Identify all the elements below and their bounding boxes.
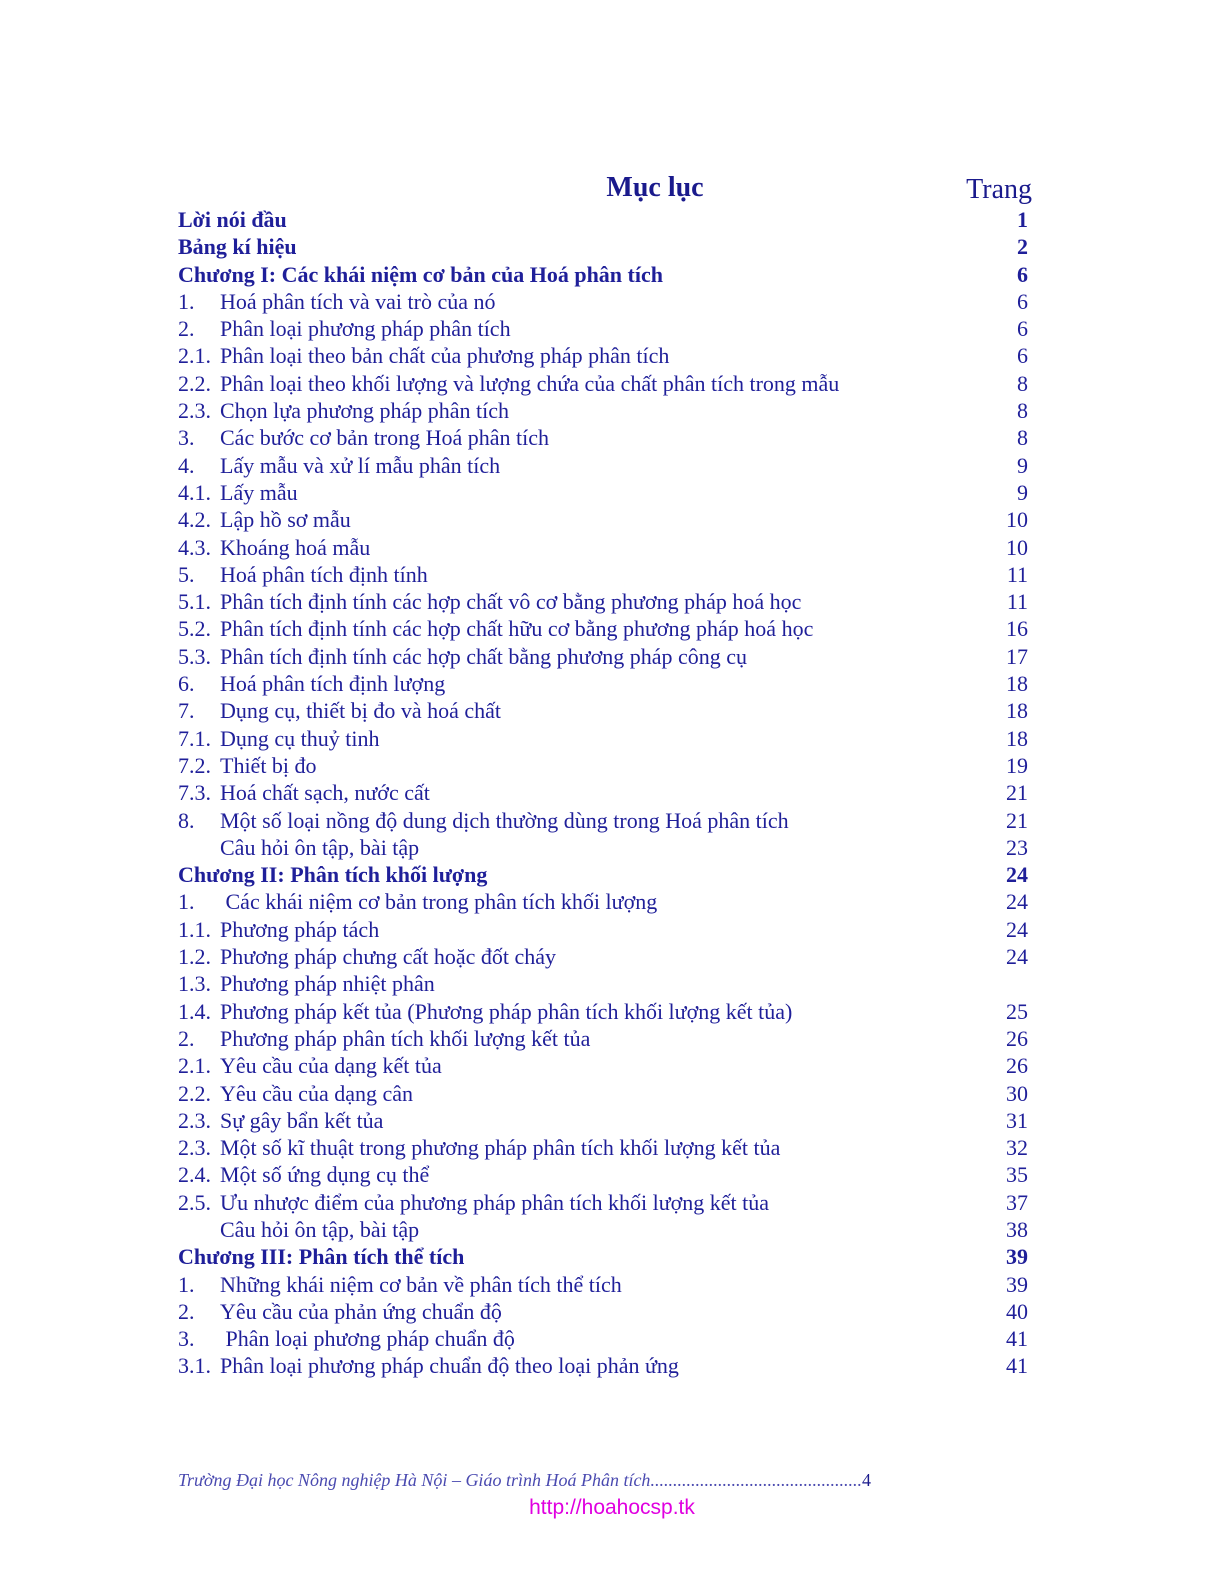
toc-entry-text: Hoá phân tích định lượng: [220, 671, 446, 697]
toc-entry-number: 7.3.: [178, 780, 211, 806]
toc-entry-page: 6: [1017, 316, 1028, 342]
footer-leader: ...............................................: [650, 1470, 862, 1490]
toc-entry[interactable]: [178, 1080, 1028, 1107]
toc-entry-label: [178, 397, 509, 424]
toc-entry-label: [178, 752, 317, 779]
toc-entry-text: Các bước cơ bản trong Hoá phân tích: [220, 425, 550, 451]
toc-entry[interactable]: [178, 1134, 1028, 1161]
toc-entry-number: 2.5.: [178, 1189, 211, 1215]
toc-entry-page: 19: [1006, 752, 1028, 778]
toc-entry-page: 41: [1006, 1326, 1028, 1352]
toc-entry-text: Dụng cụ thuỷ tinh: [220, 725, 380, 751]
toc-entry[interactable]: [178, 670, 1028, 697]
toc-entry-number: 6.: [178, 671, 195, 697]
toc-entry-text: Phân tích định tính các hợp chất hữu cơ bằng phương pháp hoá học: [220, 616, 814, 642]
toc-entry[interactable]: [178, 888, 1028, 915]
toc-entry-text: Lấy mẫu: [220, 479, 298, 505]
footer-text: Trường Đại học Nông nghiệp Hà Nội – Giáo trình Hoá Phân tích: [178, 1470, 651, 1490]
toc-entry-page: 21: [1006, 807, 1028, 833]
toc-entry-page: 23: [1006, 834, 1028, 860]
toc-entry-label: [178, 670, 445, 697]
toc-entry-text: Chương II: Phân tích khối lượng: [178, 862, 488, 888]
page-column-label: Trang: [966, 174, 1032, 205]
toc-entry-text: Yêu cầu của dạng cân: [220, 1080, 414, 1106]
toc-entry-page: 1: [1017, 207, 1028, 232]
toc-entry-text: Phương pháp nhiệt phân: [220, 971, 435, 997]
toc-entry-text: Phân loại phương pháp chuẩn độ: [220, 1326, 515, 1352]
toc-entry-text: Hoá chất sạch, nước cất: [220, 780, 430, 806]
toc-entry[interactable]: [178, 1161, 1028, 1188]
toc-entry-text: Phương pháp kết tủa (Phương pháp phân tích khối lượng kết tủa): [220, 998, 793, 1024]
toc-entry-label: [178, 998, 792, 1025]
toc-entry-page: 24: [1006, 944, 1028, 970]
toc-entry-text: Khoáng hoá mẫu: [220, 534, 371, 560]
toc-entry-label: [178, 615, 813, 642]
toc-entry[interactable]: [178, 725, 1028, 752]
footer: [178, 1470, 998, 1491]
toc-entry-label: [178, 561, 428, 588]
site-link[interactable]: http://hoahocsp.tk: [529, 1496, 695, 1519]
toc-entry-text: Phương pháp tách: [220, 916, 380, 942]
toc-entry[interactable]: [178, 288, 1028, 315]
toc-entry-label: [178, 1161, 429, 1188]
toc-entry-label: [178, 1243, 464, 1270]
toc-entry-text: Một số kĩ thuật trong phương pháp phân tích khối lượng kết tủa: [220, 1135, 781, 1161]
toc-entry-text: Phân tích định tính các hợp chất bằng phương pháp công cụ: [220, 643, 748, 669]
toc-entry[interactable]: [178, 588, 1028, 615]
toc-entry[interactable]: [178, 561, 1028, 588]
toc-entry-page: 2: [1017, 234, 1028, 260]
toc-entry-label: [178, 1216, 419, 1243]
toc-entry-number: 7.1.: [178, 725, 211, 751]
toc-entry-label: [178, 424, 549, 451]
toc-entry-page: 35: [1006, 1162, 1028, 1188]
toc-entry-page: 38: [1006, 1216, 1028, 1242]
toc-entry-number: 2.2.: [178, 370, 211, 396]
toc-entry[interactable]: [178, 834, 1028, 861]
toc-entry-text: Phương pháp chưng cất hoặc đốt cháy: [220, 944, 557, 970]
toc-entry-text: Các khái niệm cơ bản trong phân tích khối lượng: [220, 889, 658, 915]
toc-entry-page: 10: [1006, 534, 1028, 560]
toc-entry-label: [178, 861, 487, 888]
toc-entry-label: [178, 1025, 590, 1052]
toc-entry-page: 41: [1006, 1353, 1028, 1379]
toc-entry[interactable]: [178, 970, 1028, 997]
toc-entry-number: 2.3.: [178, 1107, 211, 1133]
toc-entry-number: 8.: [178, 807, 195, 833]
toc-entry-text: Những khái niệm cơ bản về phân tích thể tích: [220, 1271, 622, 1297]
toc-entry[interactable]: [178, 1189, 1028, 1216]
toc-entry[interactable]: [178, 1052, 1028, 1079]
toc-entry-text: Câu hỏi ôn tập, bài tập: [220, 1216, 420, 1242]
toc-entry[interactable]: [178, 943, 1028, 970]
toc-entry[interactable]: [178, 1216, 1028, 1243]
toc-entry-text: Lập hồ sơ mẫu: [220, 507, 351, 533]
toc-entry-text: Chọn lựa phương pháp phân tích: [220, 398, 510, 424]
toc-entry[interactable]: [178, 506, 1028, 533]
toc-entry-label: [178, 342, 669, 369]
toc-entry-text: Lấy mẫu và xử lí mẫu phân tích: [220, 452, 501, 478]
toc-entry[interactable]: [178, 779, 1028, 806]
toc-entry[interactable]: [178, 643, 1028, 670]
toc-entry[interactable]: [178, 1271, 1028, 1298]
toc-entry-label: [178, 697, 501, 724]
toc-entry-number: 1.3.: [178, 971, 211, 997]
toc-entry[interactable]: [178, 452, 1028, 479]
toc-entry-page: 8: [1017, 398, 1028, 424]
toc-entry-number: 5.3.: [178, 643, 211, 669]
toc-entry-number: 2.1.: [178, 1053, 211, 1079]
toc-entry-number: 1.: [178, 889, 195, 915]
toc-entry-label: [178, 1298, 502, 1325]
toc-entry-page: 31: [1006, 1107, 1028, 1133]
toc-entry-page: 17: [1006, 643, 1028, 669]
toc-entry-number: 4.3.: [178, 534, 211, 560]
toc-entry-text: Phương pháp phân tích khối lượng kết tủa: [220, 1025, 591, 1051]
toc-entry[interactable]: [178, 1243, 1028, 1270]
toc-entry-number: 3.: [178, 425, 195, 451]
toc-entry-number: 5.: [178, 561, 195, 587]
toc-entry-label: [178, 807, 789, 834]
toc-entry-label: [178, 370, 839, 397]
toc-entry-page: 21: [1006, 780, 1028, 806]
toc-entry-text: Câu hỏi ôn tập, bài tập: [220, 834, 420, 860]
toc-entry-number: 2.1.: [178, 343, 211, 369]
toc-entry-text: Thiết bị đo: [220, 752, 317, 778]
toc-entry-label: [178, 288, 496, 315]
toc-entry-text: Một số loại nồng độ dung dịch thường dùng trong Hoá phân tích: [220, 807, 789, 833]
toc-entry-label: [178, 1080, 413, 1107]
toc-entry[interactable]: [178, 998, 1028, 1025]
toc-entry-text: Một số ứng dụng cụ thể: [220, 1162, 430, 1188]
toc-entry-number: 2.: [178, 1025, 195, 1051]
toc-entry-page: 6: [1017, 343, 1028, 369]
toc-entry-label: [178, 479, 298, 506]
toc-entry-text: Yêu cầu của phản ứng chuẩn độ: [220, 1298, 502, 1324]
toc-entry-number: 1.4.: [178, 998, 211, 1024]
toc-entry[interactable]: [178, 1325, 1028, 1352]
toc-entry-number: 7.2.: [178, 752, 211, 778]
toc-entry-number: 5.1.: [178, 589, 211, 615]
toc-entry-label: [178, 834, 419, 861]
toc-entry-label: [178, 1189, 769, 1216]
toc-entry[interactable]: [178, 697, 1028, 724]
toc-entry-page: 37: [1006, 1189, 1028, 1215]
toc-entry[interactable]: [178, 424, 1028, 451]
toc-entry-page: 24: [1006, 889, 1028, 915]
toc-entry-label: [178, 970, 435, 997]
toc-entry-text: Phân tích định tính các hợp chất vô cơ bằng phương pháp hoá học: [220, 589, 802, 615]
toc-entry-number: 1.2.: [178, 944, 211, 970]
toc-entry-label: [178, 779, 430, 806]
toc-entry-label: [178, 1325, 515, 1352]
toc-entry-label: [178, 261, 663, 288]
toc-entry-page: 10: [1006, 507, 1028, 533]
toc-entry-text: Bảng kí hiệu: [178, 234, 297, 260]
toc-entry-label: [178, 916, 379, 943]
toc-entry-text: Dụng cụ, thiết bị đo và hoá chất: [220, 698, 502, 724]
toc-entry-label: [178, 888, 657, 915]
toc-entry[interactable]: [178, 233, 1028, 260]
toc-entry-label: [178, 1052, 442, 1079]
toc-entry-page: 18: [1006, 698, 1028, 724]
toc-entry[interactable]: [178, 916, 1028, 943]
toc-entry-page: 32: [1006, 1135, 1028, 1161]
page-title: Mục lục: [606, 172, 704, 203]
toc-entry-page: 18: [1006, 725, 1028, 751]
toc-entry-number: 2.: [178, 1298, 195, 1324]
toc-entry-number: 1.1.: [178, 916, 211, 942]
toc-entry-text: Phân loại phương pháp phân tích: [220, 316, 511, 342]
toc-entry-page: 39: [1006, 1271, 1028, 1297]
toc-entry-page: 9: [1017, 479, 1028, 505]
toc-entry-page: 11: [1006, 561, 1028, 587]
toc-entry-label: [178, 943, 556, 970]
toc-entry-label: [178, 643, 747, 670]
toc-entry-page: 11: [1006, 589, 1028, 615]
toc-entry-number: 2.3.: [178, 398, 211, 424]
toc-entry-label: [178, 725, 380, 752]
footer-page-number: 4: [861, 1470, 871, 1490]
toc-entry-page: 39: [1006, 1244, 1028, 1270]
toc-entry-label: [178, 1271, 622, 1298]
toc-entry-page: 16: [1006, 616, 1028, 642]
toc-entry-page: 8: [1017, 370, 1028, 396]
toc-entry-number: 5.2.: [178, 616, 211, 642]
toc-entry[interactable]: [178, 861, 1028, 888]
toc-entry-number: 7.: [178, 698, 195, 724]
toc-entry-page: 9: [1017, 452, 1028, 478]
toc-entry[interactable]: [178, 807, 1028, 834]
toc-entry[interactable]: [178, 261, 1028, 288]
toc-entry-label: [178, 534, 370, 561]
toc-entry[interactable]: [178, 370, 1028, 397]
toc-entry[interactable]: [178, 1025, 1028, 1052]
toc-entry[interactable]: [178, 1352, 1028, 1379]
toc-entry-number: 2.2.: [178, 1080, 211, 1106]
table-of-contents: [178, 206, 1028, 1380]
toc-entry-page: 25: [1006, 998, 1028, 1024]
toc-entry-text: Yêu cầu của dạng kết tủa: [220, 1053, 442, 1079]
toc-entry-page: 8: [1017, 425, 1028, 451]
toc-entry[interactable]: [178, 534, 1028, 561]
toc-entry[interactable]: [178, 479, 1028, 506]
toc-entry-label: [178, 452, 500, 479]
toc-entry-text: Lời nói đầu: [178, 207, 287, 232]
toc-entry-page: 18: [1006, 671, 1028, 697]
toc-entry-text: Chương III: Phân tích thể tích: [178, 1244, 465, 1270]
toc-entry[interactable]: [178, 397, 1028, 424]
toc-entry[interactable]: [178, 752, 1028, 779]
toc-entry-text: Hoá phân tích định tính: [220, 561, 428, 587]
toc-entry-number: 2.: [178, 316, 195, 342]
toc-entry-page: 26: [1006, 1053, 1028, 1079]
toc-entry[interactable]: [178, 1107, 1028, 1134]
toc-entry-text: Phân loại theo bản chất của phương pháp phân tích: [220, 343, 670, 369]
toc-entry-number: 4.2.: [178, 507, 211, 533]
toc-entry-label: [178, 315, 511, 342]
toc-entry-text: Chương I: Các khái niệm cơ bản của Hoá phân tích: [178, 261, 663, 287]
toc-entry-number: 4.: [178, 452, 195, 478]
toc-entry-text: Hoá phân tích và vai trò của nó: [220, 288, 496, 314]
toc-entry[interactable]: [178, 315, 1028, 342]
toc-entry-text: Ưu nhược điểm của phương pháp phân tích khối lượng kết tủa: [220, 1189, 770, 1215]
toc-entry-label: [178, 1134, 780, 1161]
toc-entry-number: 1.: [178, 288, 195, 314]
toc-entry-page: 30: [1006, 1080, 1028, 1106]
toc-entry[interactable]: [178, 615, 1028, 642]
toc-entry-page: 6: [1017, 288, 1028, 314]
toc-entry-text: Phân loại theo khối lượng và lượng chứa của chất phân tích trong mẫu: [220, 370, 840, 396]
toc-entry-page: 24: [1006, 862, 1028, 888]
toc-entry[interactable]: [178, 342, 1028, 369]
toc-entry-number: 1.: [178, 1271, 195, 1297]
toc-entry[interactable]: [178, 1298, 1028, 1325]
toc-entry-page: 24: [1006, 916, 1028, 942]
toc-entry-label: [178, 1352, 679, 1379]
toc-entry-number: 4.1.: [178, 479, 211, 505]
toc-entry-page: 26: [1006, 1025, 1028, 1051]
toc-entry-text: Phân loại phương pháp chuẩn độ theo loại phản ứng: [220, 1353, 679, 1379]
toc-entry-text: Sự gây bẩn kết tủa: [220, 1107, 384, 1133]
toc-entry-page: 6: [1017, 261, 1028, 287]
toc-entry-label: [178, 1107, 383, 1134]
toc-entry-number: 2.3.: [178, 1135, 211, 1161]
toc-entry-label: [178, 233, 297, 260]
toc-entry-page: 40: [1006, 1298, 1028, 1324]
toc-entry-label: [178, 506, 351, 533]
toc-entry-number: 3.1.: [178, 1353, 211, 1379]
toc-entry[interactable]: [178, 206, 1028, 233]
toc-entry-label: [178, 588, 801, 615]
toc-entry-number: 3.: [178, 1326, 195, 1352]
toc-entry-number: 2.4.: [178, 1162, 211, 1188]
toc-entry-label: [178, 206, 287, 233]
